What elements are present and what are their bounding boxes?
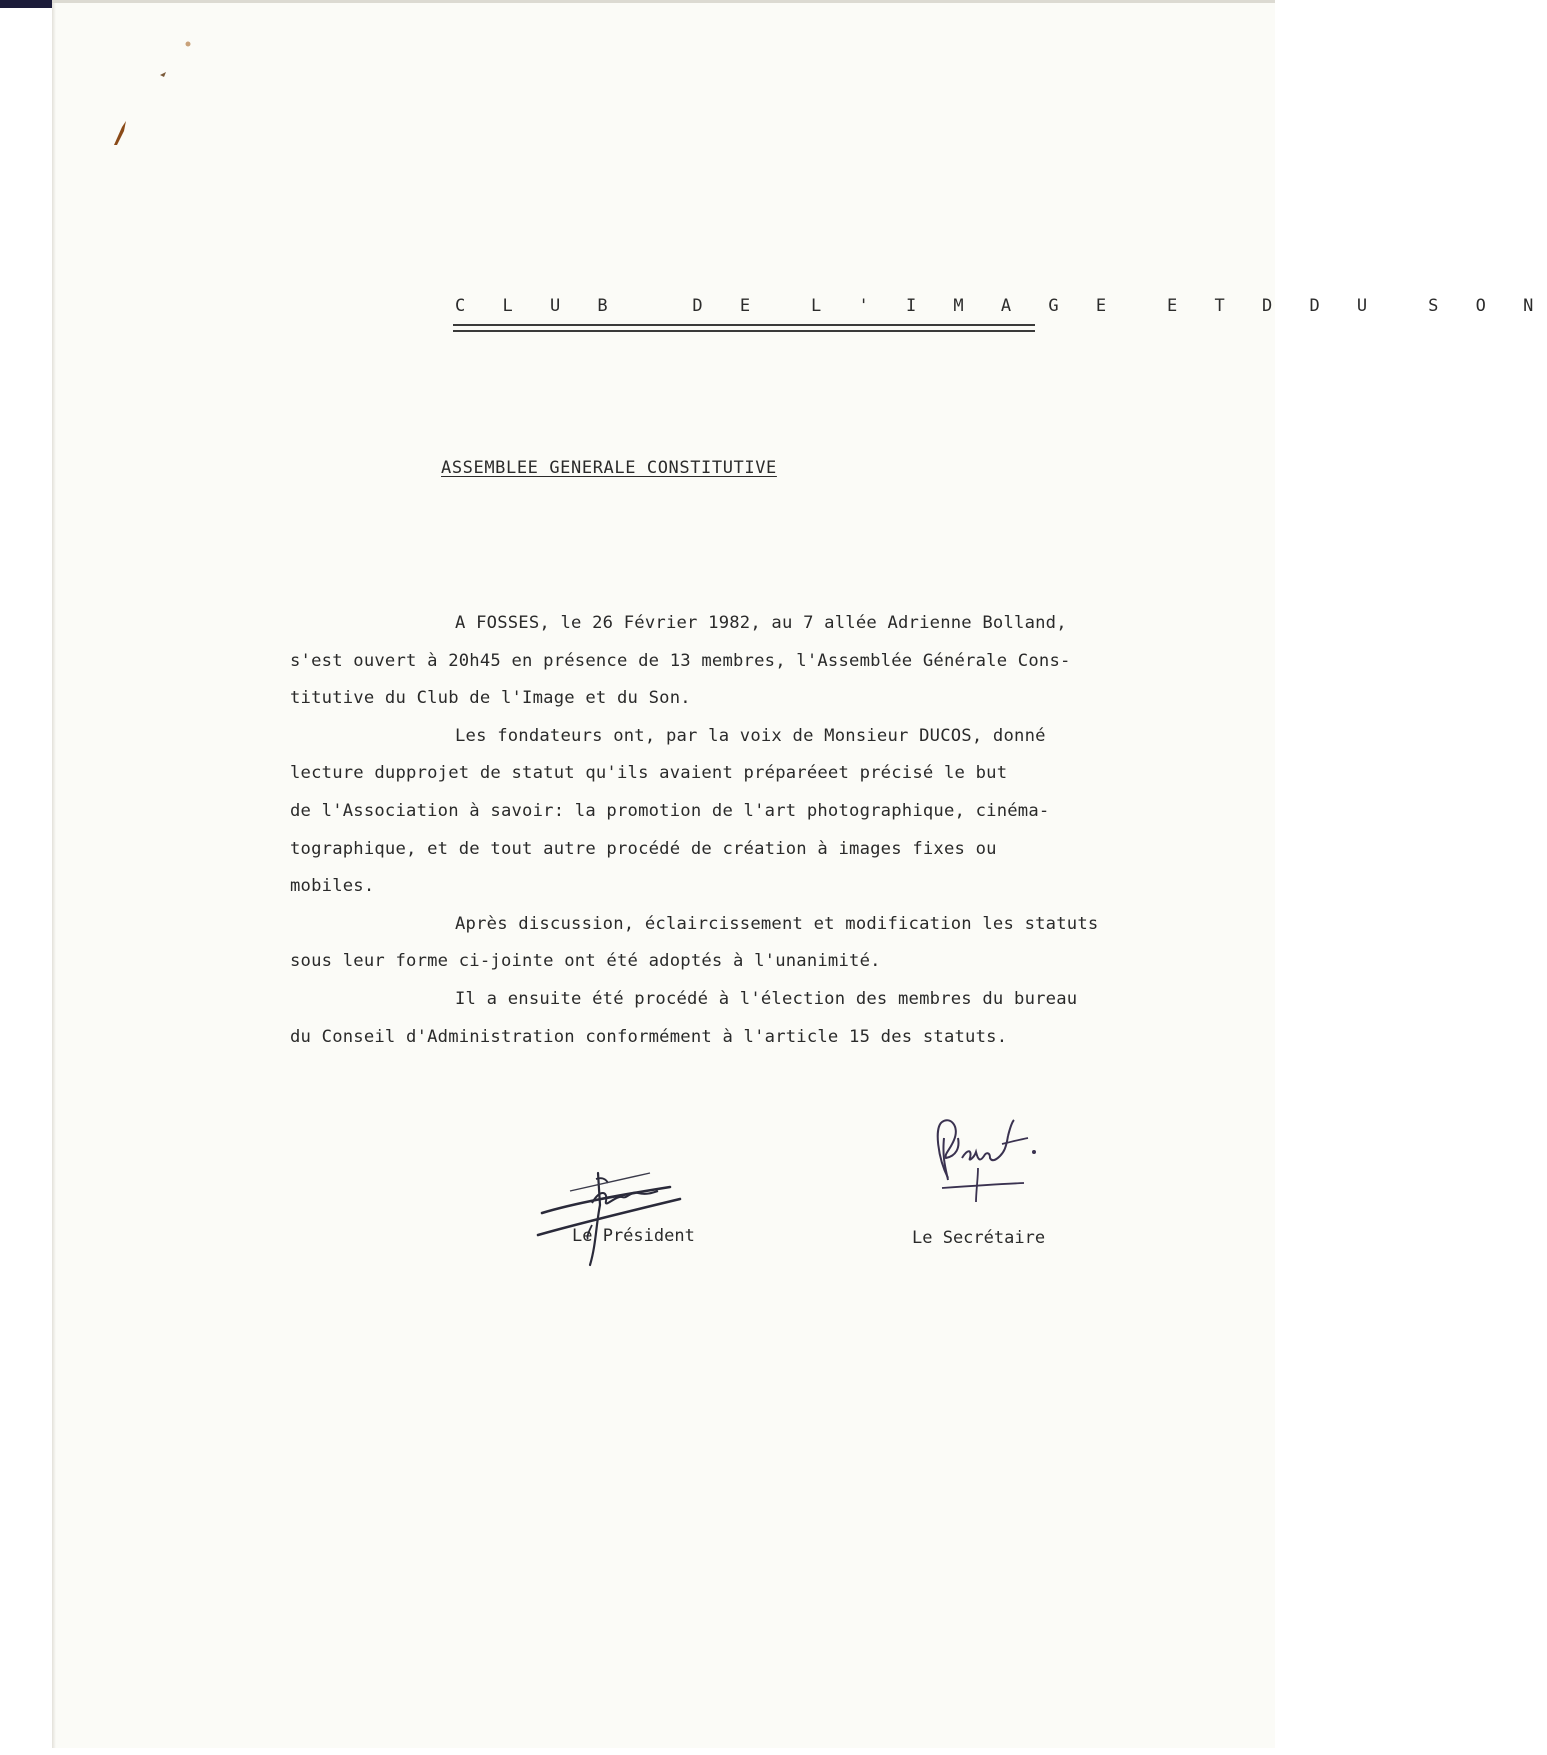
body-line: du Conseil d'Administration conformément à l'article 15 des statuts. (290, 1026, 1008, 1047)
paper-stain (100, 35, 200, 155)
president-label: Le Président (572, 1226, 695, 1246)
secretary-signature (920, 1108, 1070, 1218)
paper-left-shadow (52, 0, 56, 1748)
club-title-double-underline (453, 330, 1035, 332)
minutes-body (290, 605, 1230, 1056)
president-signature (530, 1165, 700, 1275)
body-line: de l'Association à savoir: la promotion de l'art photographique, cinéma- (290, 800, 1050, 821)
body-line: Après discussion, éclaircissement et modification les statuts (455, 913, 1099, 934)
body-line: titutive du Club de l'Image et du Son. (290, 688, 691, 709)
assembly-title: ASSEMBLEE GENERALE CONSTITUTIVE (441, 458, 777, 478)
paper-top-edge (52, 0, 1275, 3)
scan-edge-mark (0, 0, 58, 8)
secretary-label: Le Secrétaire (912, 1228, 1046, 1248)
club-title-underline (453, 324, 1035, 326)
body-line: s'est ouvert à 20h45 en présence de 13 membres, l'Assemblée Générale Cons- (290, 650, 1071, 671)
body-line: A FOSSES, le 26 Février 1982, au 7 allée Adrienne Bolland, (455, 613, 1067, 633)
body-line: tographique, et de tout autre procédé de création à images fixes ou (290, 838, 997, 859)
body-line: mobiles. (290, 876, 375, 897)
body-line: Les fondateurs ont, par la voix de Monsieur DUCOS, donné (455, 725, 1046, 746)
club-title: C L U B D E L ' I M A G E E T D D U S O N (455, 296, 1547, 316)
body-line: lecture dupprojet de statut qu'ils avaient préparéeet précisé le but (290, 763, 1008, 784)
body-line: sous leur forme ci-jointe ont été adoptés à l'unanimité. (290, 951, 881, 972)
body-line: Il a ensuite été procédé à l'élection des membres du bureau (455, 988, 1078, 1009)
